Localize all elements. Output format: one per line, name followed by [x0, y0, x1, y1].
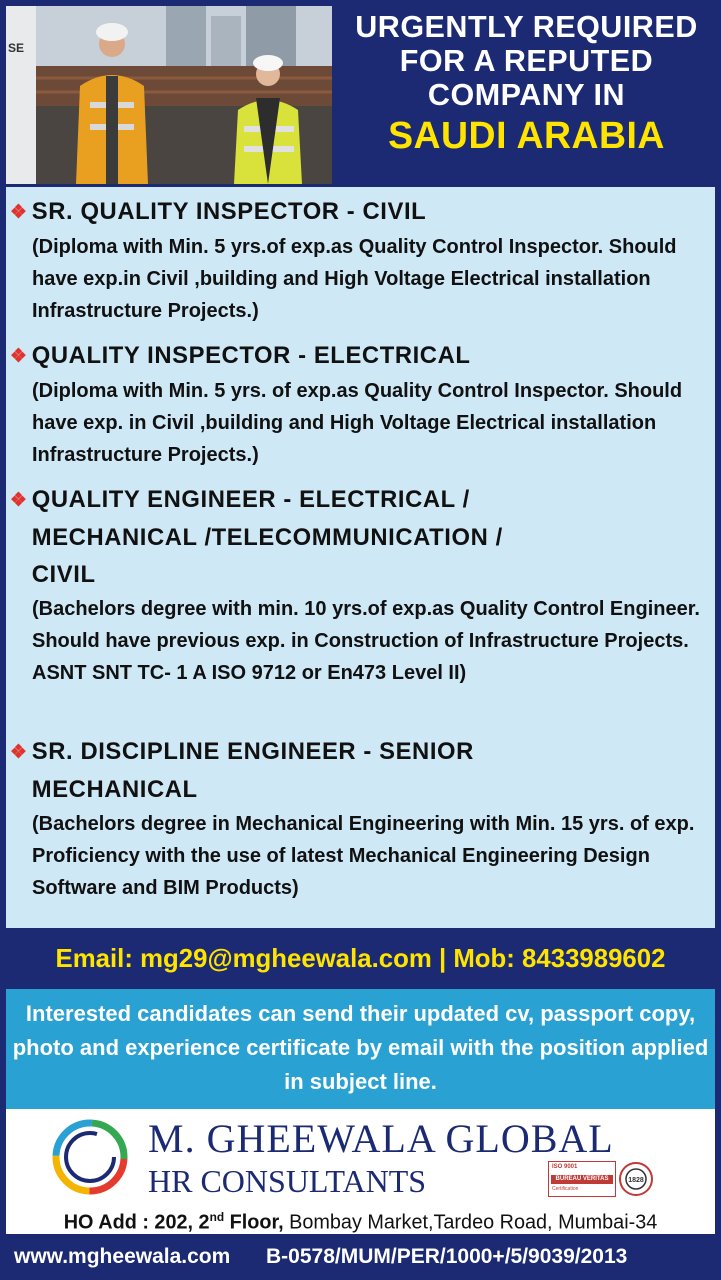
registration-number: B-0578/MUM/PER/1000+/5/9039/2013: [266, 1245, 628, 1268]
headline-country: SAUDI ARABIA: [388, 115, 665, 157]
certification-badge: [548, 1161, 660, 1203]
construction-workers-illustration: [6, 6, 332, 184]
company-footer: [6, 1109, 715, 1234]
workers-photo: [6, 6, 332, 184]
job-title: ❖ QUALITY ENGINEER - ELECTRICAL /: [6, 481, 709, 519]
job-item: [6, 337, 715, 471]
application-note: [6, 989, 715, 1109]
bullet-icon: ❖: [9, 346, 28, 367]
job-title-continued: CIVIL: [31, 561, 96, 588]
job-title: ❖ SR. DISCIPLINE ENGINEER - SENIOR: [6, 733, 709, 771]
job-item: [6, 733, 715, 904]
headline-line-1: URGENTLY REQUIRED: [355, 9, 698, 44]
job-description: (Diploma with Min. 5 yrs.of exp.as Quality Control Inspector. Should have exp.in Civil ,building and High Voltage Electrical installation Infrastructure Projects.): [32, 236, 677, 322]
certification-seal-icon: [618, 1161, 654, 1197]
website-link[interactable]: www.mgheewala.com: [14, 1245, 231, 1268]
job-item: [6, 193, 715, 327]
company-logo-icon: [50, 1117, 130, 1197]
job-title-continued: MECHANICAL: [31, 776, 198, 803]
headline: [332, 10, 721, 158]
header-banner: [0, 0, 721, 186]
headline-line-2: FOR A REPUTED: [399, 43, 654, 78]
job-description: (Bachelors degree in Mechanical Engineering with Min. 15 yrs. of exp. Proficiency with the use of latest Mechanical Engineering Design Software and BIM Products): [32, 813, 695, 899]
job-title-continued: MECHANICAL /TELECOMMUNICATION /: [31, 524, 503, 551]
svg-text:1828: 1828: [628, 1177, 644, 1184]
bottom-bar: [0, 1236, 721, 1280]
company-name: M. GHEEWALA GLOBAL: [148, 1116, 614, 1161]
bullet-icon: ❖: [9, 742, 28, 763]
job-description: (Diploma with Min. 5 yrs. of exp.as Quality Control Inspector. Should have exp. in Civil ,building and High Voltage Electrical installation Infrastructure Projects.): [32, 380, 683, 466]
svg-text:SE: SE: [8, 41, 25, 55]
company-subtitle: HR CONSULTANTS: [148, 1163, 427, 1199]
application-note-text: Interested candidates can send their updated cv, passport copy, photo and experience certificate by email with the position applied in subject line.: [12, 1001, 709, 1094]
job-title: ❖ QUALITY INSPECTOR - ELECTRICAL: [6, 337, 709, 375]
headline-line-3: COMPANY IN: [427, 77, 626, 112]
bureau-veritas-mark: ISO 9001 BUREAU VERITAS Certification: [548, 1161, 616, 1197]
bullet-icon: ❖: [9, 202, 28, 223]
bullet-icon: ❖: [9, 490, 28, 511]
job-description: (Bachelors degree with min. 10 yrs.of exp.as Quality Control Engineer. Should have previous exp. in Construction of Infrastructure Projects. ASNT SNT TC- 1 A ISO 9712 or En473 Level II): [32, 598, 700, 684]
contact-details[interactable]: Email: mg29@mgheewala.com | Mob: 8433989602: [55, 943, 666, 973]
job-item: [6, 481, 715, 689]
head-office-address: HO Add : 202, 2nd Floor, Bombay Market,Tardeo Road, Mumbai-34: [63, 1210, 658, 1234]
job-list: [6, 187, 715, 928]
job-title: ❖ SR. QUALITY INSPECTOR - CIVIL: [6, 193, 709, 231]
